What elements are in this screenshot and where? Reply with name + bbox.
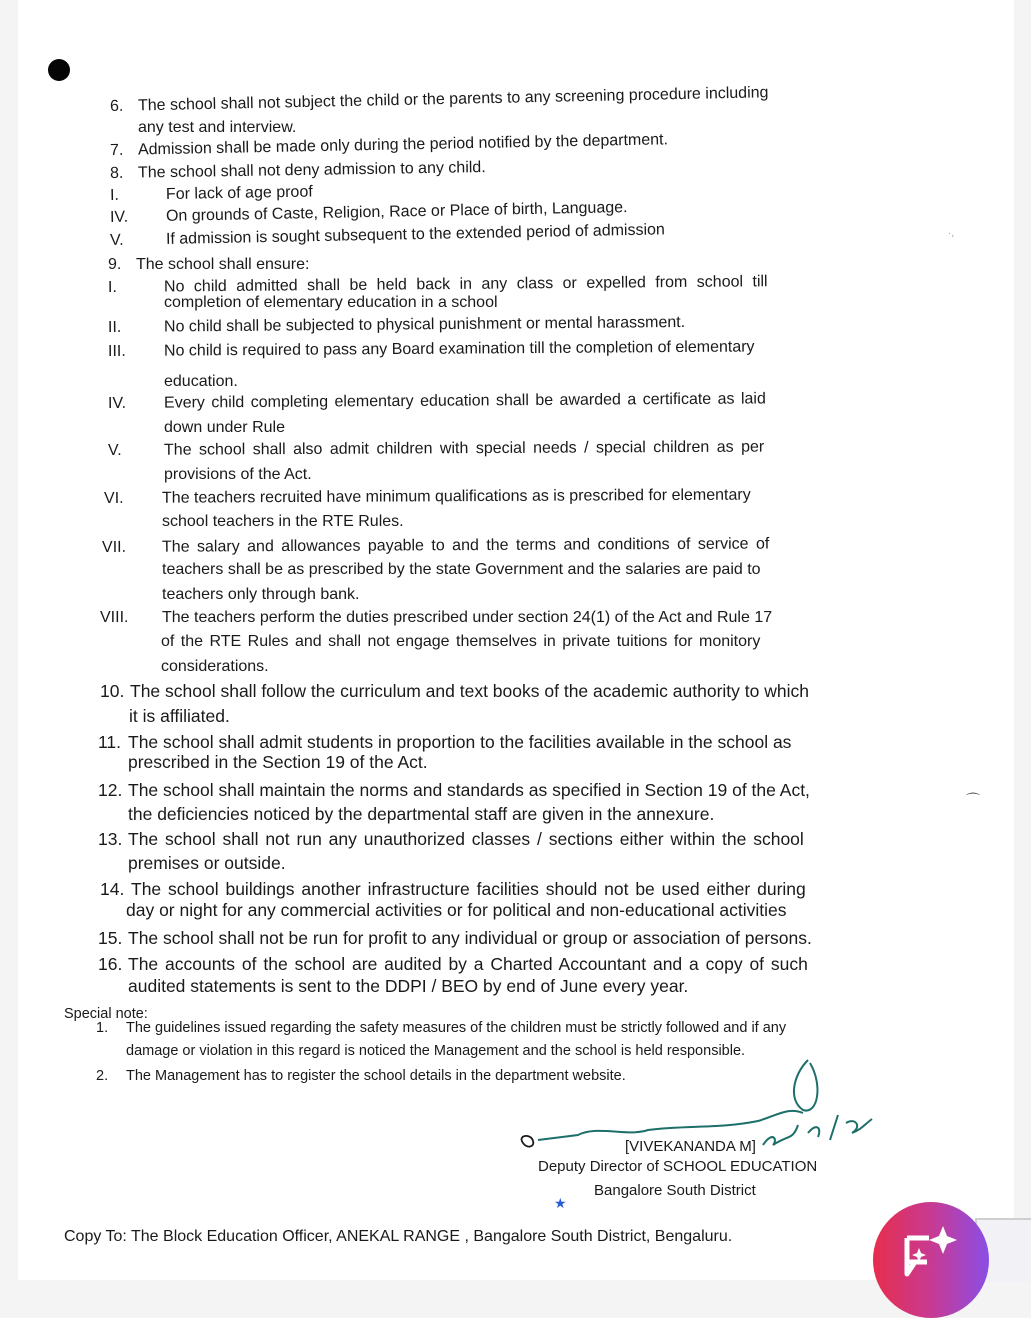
ai-assistant-button[interactable] [873,1202,989,1318]
item-number: 13. [98,829,123,849]
list-item-16-cont: audited statements is sent to the DDPI / BEO by end of June every year. [128,976,689,996]
subitem-9-viii-cont2: considerations. [161,658,269,675]
item-text: The school shall not be run for profit to any individual or group or association of persons. [128,928,812,948]
item-number: 14. [100,879,125,899]
list-item-13 [98,829,804,849]
subitem-9-i-cont: completion of elementary education in a school [164,294,498,311]
item-number: I. [107,278,117,296]
item-number: IV. [107,394,127,412]
scan-speck: ·, [948,228,955,239]
item-text: The school shall follow the curriculum and text books of the academic authority to which [130,681,809,701]
document-page [18,0,1014,1280]
item-number: 1. [96,1020,109,1036]
item-number: III. [107,342,126,360]
item-number: IV. [109,208,129,226]
item-number: VI. [103,489,124,507]
item-number: 15. [98,928,123,948]
item-number: 2. [96,1068,109,1084]
special-note-item-1-cont: damage or violation in this regard is noticed the Management and the school is held responsible. [126,1043,746,1059]
list-item-12-cont: the deficiencies noticed by the departmental staff are given in the annexure. [128,804,715,824]
subitem-9-v [107,438,765,461]
list-item-12 [98,780,810,800]
item-text: The Management has to register the school details in the department website. [126,1068,626,1084]
list-item-6 [109,84,769,117]
subitem-8-v [109,221,666,251]
item-number: VII. [101,538,127,556]
subitem-9-vii [101,535,770,558]
item-number: 8. [109,164,124,182]
item-text: Every child completing elementary education shall be awarded a certificate as laid [163,390,766,412]
list-item-16 [98,954,808,974]
item-number: 9. [108,256,122,273]
special-note-heading: Special note: [64,1006,148,1022]
item-number: 7. [109,141,124,159]
item-text: The school shall also admit children with special needs / special children as per [163,438,765,459]
list-item-10 [100,681,809,701]
item-text: The school shall not deny admission to any child. [137,159,486,182]
item-number: V. [107,441,122,459]
item-text: No child admitted shall be held back in any class or expelled from school till [163,273,768,296]
item-text: The guidelines issued regarding the safety measures of the children must be strictly followed and if any [126,1020,787,1036]
special-note-item-1 [96,1018,787,1038]
list-item-11 [98,732,792,752]
item-text: On grounds of Caste, Religion, Race or Place of birth, Language. [165,199,628,225]
list-item-14 [100,879,806,899]
list-item-7 [109,131,669,161]
copy-to-line: Copy To: The Block Education Officer, ANEKAL RANGE , Bangalore South District, Bengaluru. [64,1228,733,1245]
subitem-9-iii-cont: education. [164,373,238,390]
item-text: The accounts of the school are audited by a Charted Accountant and a copy of such [128,954,808,974]
subitem-9-vi [103,486,751,509]
item-number: V. [109,231,124,249]
item-text: No child shall be subjected to physical punishment or mental harassment. [163,313,686,336]
item-text: The school shall not run any unauthorized classes / sections either within the school [128,829,804,849]
item-number: II. [107,318,122,336]
item-text: The school shall not subject the child or the parents to any screening procedure including [137,84,769,115]
signatory-name: [VIVEKANANDA M] [625,1138,756,1155]
subitem-9-vi-cont: school teachers in the RTE Rules. [162,513,404,530]
sparkle-chat-icon [899,1224,959,1284]
item-text: The school shall ensure: [136,256,310,273]
item-text: The school shall maintain the norms and standards as specified in Section 19 of the Act, [128,780,810,800]
signatory-title: Deputy Director of SCHOOL EDUCATION [538,1158,818,1175]
list-item-11-cont: prescribed in the Section 19 of the Act. [128,752,428,772]
list-item-8 [109,159,486,184]
subitem-9-iv-cont: down under Rule [164,419,285,436]
item-text: The teachers recruited have minimum qualifications as is prescribed for elementary [161,486,751,507]
subitem-9-iv [107,390,766,414]
item-text: The salary and allowances payable to and the terms and conditions of service of [161,535,770,556]
subitem-8-iv [109,199,628,228]
item-number: 12. [98,780,123,800]
item-text: For lack of age proof [165,183,313,204]
list-item-6-cont: any test and interview. [138,119,297,136]
item-number: VIII. [100,609,129,626]
item-text: No child is required to pass any Board examination till the completion of elementary [163,338,755,360]
subitem-9-v-cont: provisions of the Act. [164,466,312,483]
item-text: The school buildings another infrastructure facilities should not be used either during [131,879,806,899]
black-dot-mark [48,59,70,81]
subitem-9-iii [107,338,755,362]
blue-star-mark-icon: ★ [554,1195,567,1211]
list-item-10-cont: it is affiliated. [129,706,230,726]
subitem-9-ii [107,313,686,338]
item-number: 6. [109,97,124,115]
subitem-9-viii [100,608,773,628]
list-item-15 [98,928,812,948]
list-item-9 [108,255,310,275]
item-number: 10. [100,681,125,701]
item-text: The teachers perform the duties prescribed under section 24(1) of the Act and Rule 17 [162,609,773,626]
subitem-8-i [109,183,313,206]
subitem-9-i [107,273,768,298]
signatory-district: Bangalore South District [594,1182,756,1199]
item-number: I. [109,186,120,204]
item-text: If admission is sought subsequent to the extended period of admission [165,221,666,248]
item-number: 16. [98,954,123,974]
subitem-9-viii-cont: of the RTE Rules and shall not engage themselves in private tuitions for monitory [161,633,761,650]
special-note-item-2 [96,1066,626,1086]
subitem-9-vii-cont: teachers shall be as prescribed by the state Government and the salaries are paid to [162,561,761,578]
subitem-9-vii-cont2: teachers only through bank. [162,586,360,603]
scan-mark: ⌒ [966,792,980,808]
item-text: Admission shall be made only during the period notified by the department. [137,131,669,159]
item-number: 11. [98,732,122,752]
list-item-13-cont: premises or outside. [128,853,286,873]
item-text: The school shall admit students in proportion to the facilities available in the school as [128,732,792,752]
list-item-14-cont: day or night for any commercial activities or for political and non-educational activities [126,900,787,920]
